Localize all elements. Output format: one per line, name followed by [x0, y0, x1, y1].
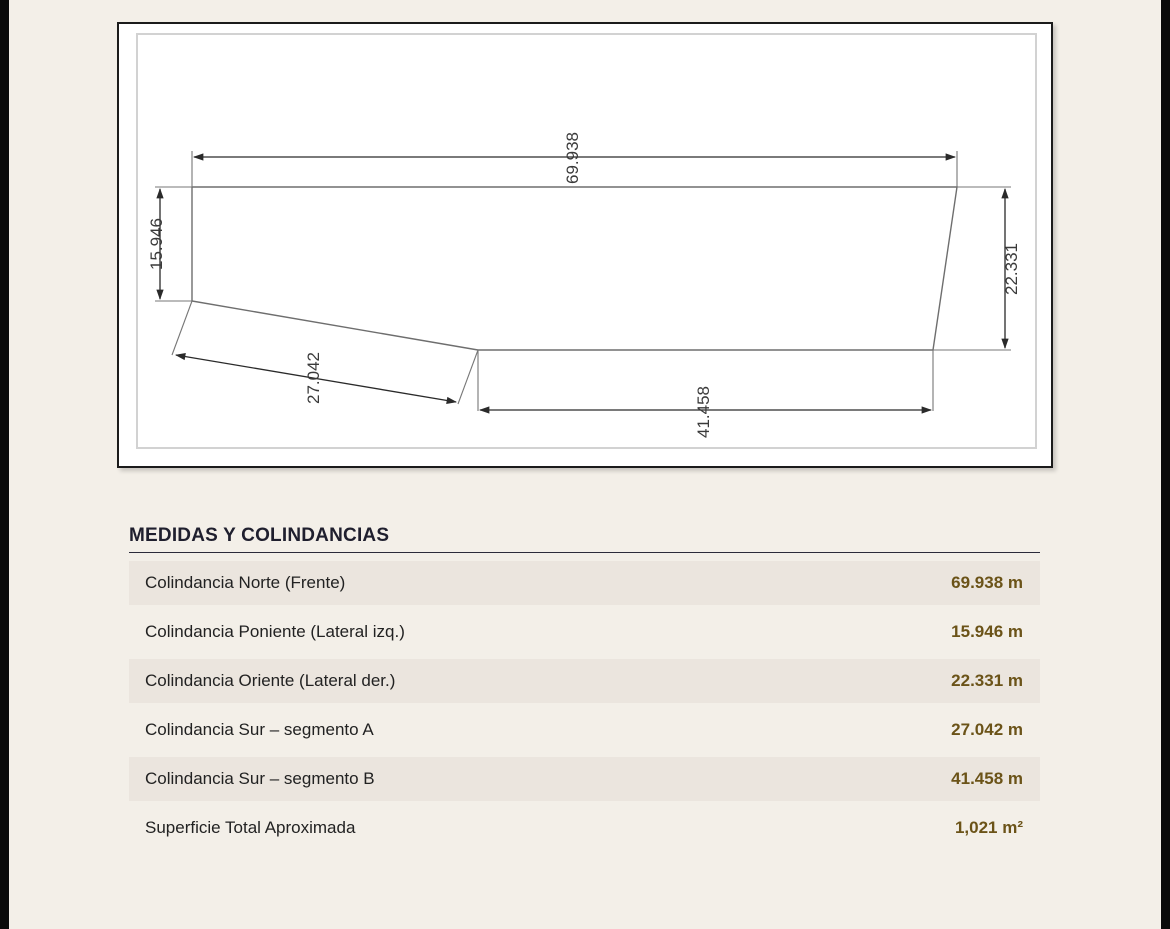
row-label: Superficie Total Aproximada: [145, 818, 356, 837]
table-row-total-area: [129, 806, 1040, 850]
lot-plan-diagram: [117, 22, 1053, 468]
west-dimension-label: 15.946: [147, 218, 166, 270]
row-label: Colindancia Sur – segmento B: [145, 769, 375, 788]
row-label: Colindancia Sur – segmento A: [145, 720, 374, 739]
row-value: 41.458 m: [951, 769, 1023, 788]
row-label: Colindancia Oriente (Lateral der.): [145, 671, 396, 690]
right-edge: [1161, 0, 1170, 929]
section-divider: [129, 552, 1040, 553]
measurements-table: [129, 561, 1040, 855]
lot-plan-svg: [119, 24, 1051, 466]
table-row-west: [129, 610, 1040, 654]
row-value: 69.938 m: [951, 573, 1023, 592]
section-title: MEDIDAS Y COLINDANCIAS: [129, 525, 390, 546]
row-value: 27.042 m: [951, 720, 1023, 739]
row-label: Colindancia Norte (Frente): [145, 573, 346, 592]
sa-ext-right: [458, 350, 478, 404]
lot-outline: [192, 187, 957, 350]
table-row-south-a: [129, 708, 1040, 752]
table-row-north: [129, 561, 1040, 605]
sa-ext-left: [172, 301, 192, 355]
east-dimension-label: 22.331: [1002, 243, 1021, 295]
row-value: 22.331 m: [951, 671, 1023, 690]
north-dimension-label: 69.938: [563, 132, 582, 184]
row-value: 15.946 m: [951, 622, 1023, 641]
row-value: 1,021 m²: [954, 818, 1023, 837]
row-label: Colindancia Poniente (Lateral izq.): [145, 622, 405, 641]
table-row-south-b: [129, 757, 1040, 801]
inner-border: [137, 34, 1036, 448]
south-b-dimension-label: 41.458: [694, 386, 713, 438]
south-a-dimension-label: 27.042: [304, 352, 323, 404]
left-edge: [0, 0, 9, 929]
table-row-east: [129, 659, 1040, 703]
